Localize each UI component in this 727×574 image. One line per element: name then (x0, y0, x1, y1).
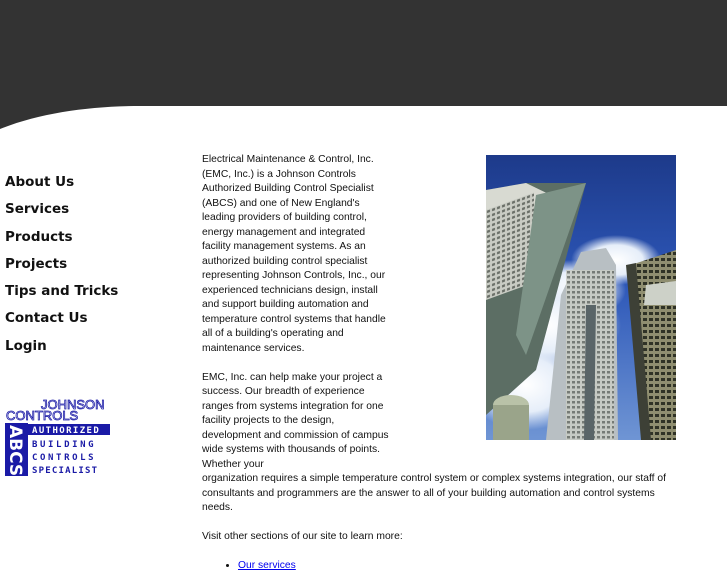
logo-authorized-text: AUTHORIZED (32, 426, 101, 436)
logo-johnson-text: JOHNSON (41, 397, 105, 412)
logo-controls-line-text: CONTROLS (32, 453, 97, 463)
nav-item-about-us[interactable]: About Us (5, 174, 75, 190)
intro-paragraph: Electrical Maintenance & Control, Inc. (EMC, Inc.) is a Johnson Controls Authorized Building Control Specialist (ABCS) and one of New England's leading providers of building control, energy management and integrated facility management systems. As an authorized building control specialist representing Johnson Controls, Inc., our experienced technicians design, install and support building automation and temperature control systems that handle all of a building's operating and maintenance services. (202, 154, 386, 354)
logo-abcs-text: ABCS (5, 425, 25, 477)
header-banner (0, 0, 727, 106)
capabilities-paragraph-part2: organization requires a simple temperature control system or complex systems integration, our staff of consultants and programmers are the answer to all of your building automation and control systems needs. (202, 473, 666, 513)
nav-item-services[interactable]: Services (5, 201, 70, 218)
logo-specialist-text: SPECIALIST (32, 466, 99, 476)
nav-item-tips-and-tricks[interactable]: Tips and Tricks (5, 283, 119, 300)
sidebar-nav (5, 169, 118, 360)
logo-controls-text: CONTROLS (6, 408, 79, 423)
capabilities-paragraph (202, 371, 682, 516)
section-links (202, 559, 682, 574)
header-curve (0, 105, 140, 131)
johnson-controls-abcs-logo (5, 396, 113, 478)
visit-text: Visit other sections of our site to learn more: (202, 531, 403, 542)
main-content (202, 153, 682, 574)
link-list-item (238, 559, 682, 574)
nav-item-projects[interactable]: Projects (5, 255, 68, 272)
capabilities-paragraph-part1: EMC, Inc. can help make your project a success. Our breadth of experience ranges from systems integration for one facility projects to the design, development and commission of campus wide systems with thousands of points. Whether your (202, 371, 389, 470)
nav-item-products[interactable]: Products (5, 228, 73, 245)
nav-item-login[interactable]: Login (5, 337, 47, 354)
our-services-link[interactable]: Our services (238, 560, 296, 571)
nav-item-contact-us[interactable]: Contact Us (5, 310, 88, 327)
logo-building-text: BUILDING (32, 440, 97, 450)
